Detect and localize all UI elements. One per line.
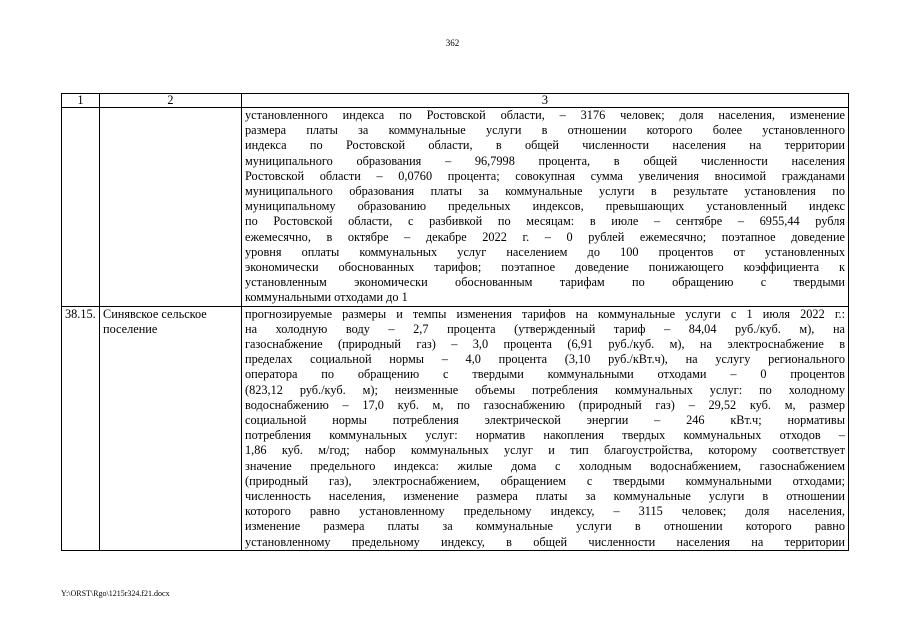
text-line: муниципального образования – 96,7998 процента, в общей численности населения xyxy=(245,153,845,168)
table-header-row xyxy=(62,94,849,108)
text-line: которого равно установленному предельному индексу, – 3115 человек; доля населения, xyxy=(245,504,845,519)
header-cell-3: 3 xyxy=(242,94,849,108)
text-line: водоснабжению – 17,0 куб. м, по газоснабжению (природный газ) – 29,52 куб. м, размер xyxy=(245,397,845,412)
row-number-cell xyxy=(62,108,100,307)
text-line: установленному предельному индексу, в общей численности населения на территории xyxy=(245,534,845,549)
text-line: 1,86 куб. м/год; набор коммунальных услуг и тип благоустройства, которому соответствует xyxy=(245,443,845,458)
header-cell-1: 1 xyxy=(62,94,100,108)
text-line: установленным экономически обоснованным тарифам по обращению с твердыми xyxy=(245,275,845,290)
footer-file-path: Y:\ORST\Rgo\1215r324.f21.docx xyxy=(61,589,170,598)
text-line: муниципального образования платы за коммунальные услуги в результате установления по xyxy=(245,184,845,199)
page-number: 362 xyxy=(445,38,460,48)
text-line: потребления коммунальных услуг: норматив накопления твердых коммунальных отходов – xyxy=(245,428,845,443)
text-line: численность населения, изменение размера платы за коммунальные услуги в отношении xyxy=(245,489,845,504)
header-cell-2: 2 xyxy=(100,94,242,108)
text-line: уровня оплаты коммунальных услуг населением до 100 процентов от установленных xyxy=(245,244,845,259)
municipality-cell xyxy=(100,108,242,307)
text-line: коммунальными отходами до 1 xyxy=(245,290,408,305)
text-line: муниципальному образованию предельных индексов, превышающих установленный индекс xyxy=(245,199,845,214)
description-cell xyxy=(242,108,849,307)
text-line: индекса по Ростовской области, в общей численности населения на территории xyxy=(245,138,845,153)
text-line: размера платы за коммунальные услуги в отношении которого более установленного xyxy=(245,123,845,138)
text-line: значение предельного индекса: жилые дома с холодным водоснабжением, газоснабжением xyxy=(245,458,845,473)
text-line: на холодную воду – 2,7 процента (утвержденный тариф – 84,04 руб./куб. м), на xyxy=(245,321,845,336)
text-line: ежемесячно, в октябре – декабре 2022 г. – 0 рублей ежемесячно; поэтапное доведение xyxy=(245,229,845,244)
text-line: по Ростовской области, с разбивкой по месяцам: в июле – сентябре – 6955,44 рубля xyxy=(245,214,845,229)
text-line: газоснабжение (природный газ) – 3,0 процента (6,91 руб./куб. м), на электроснабжение в xyxy=(245,337,845,352)
text-line: изменение размера платы за коммунальные услуги в отношении которого равно xyxy=(245,519,845,534)
text-line: установленного индекса по Ростовской области, – 3176 человек; доля населения, изменение xyxy=(245,108,845,122)
text-line: (природный газ), электроснабжением, обращением с твердыми коммунальными отходами; xyxy=(245,473,845,488)
text-line: социальной нормы потребления электрической энергии – 246 кВт.ч; нормативы xyxy=(245,413,845,428)
row-number-cell: 38.15. xyxy=(62,306,100,550)
table-row-38-15 xyxy=(62,306,849,550)
document-table xyxy=(61,93,849,551)
municipality-cell: Синявское сельское поселение xyxy=(100,306,242,550)
text-line: Ростовской области – 0,0760 процента; совокупная сумма увеличения вносимой гражданами xyxy=(245,168,845,183)
text-line: (823,12 руб./куб. м); неизменные объемы потребления коммунальных услуг: по холодному xyxy=(245,382,845,397)
text-line: оператора по обращению с твердыми коммунальными отходами – 0 процентов xyxy=(245,367,845,382)
table-row-continuation xyxy=(62,108,849,307)
description-cell xyxy=(242,306,849,550)
text-line: пределах социальной нормы – 4,0 процента (3,10 руб./кВт.ч), на услугу регионального xyxy=(245,352,845,367)
text-line: экономически обоснованных тарифов; поэтапное доведение понижающего коэффициента к xyxy=(245,260,845,275)
text-line: прогнозируемые размеры и темпы изменения тарифов на коммунальные услуги с 1 июля 2022 г.: xyxy=(245,306,845,321)
